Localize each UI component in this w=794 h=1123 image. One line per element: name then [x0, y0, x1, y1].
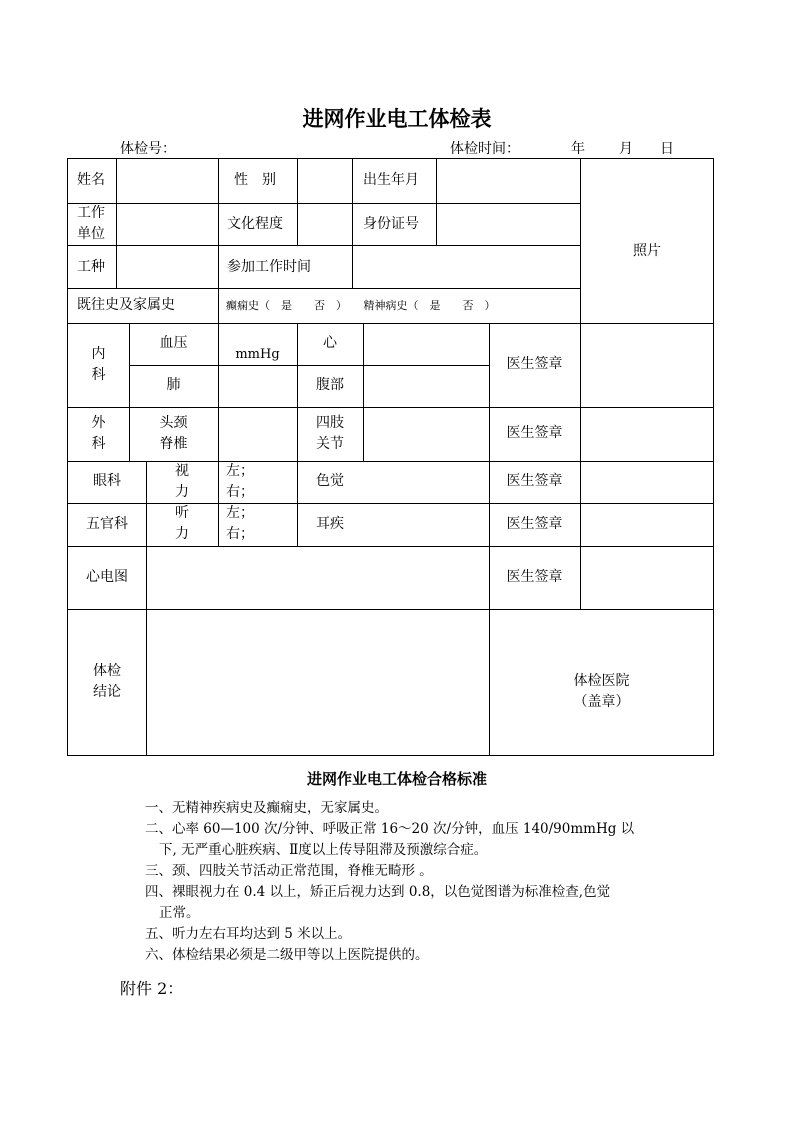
work-unit-label-line2: 单位 [77, 226, 105, 242]
standard-line-2-cont: 下, 无严重心脏疾病、Ⅱ度以上传导阻滞及预激综合症。 [159, 842, 488, 858]
photo-label: 照片 [633, 243, 661, 259]
ent-doctor-sign: 医生签章 [506, 516, 563, 532]
ecg-label: 心电图 [86, 569, 128, 585]
hearing-right: 右； [226, 526, 254, 542]
hearing-left: 左； [226, 505, 254, 521]
vision-left: 左； [226, 463, 254, 479]
surgery-label-line2: 科 [91, 436, 106, 452]
heart-label: 心 [323, 335, 337, 351]
limbs-label-line2: 关节 [316, 436, 344, 452]
exam-time-label: 体检时间： [450, 141, 520, 157]
internal-label-line2: 科 [91, 367, 106, 383]
hospital-label-line1: 体检医院 [573, 673, 630, 689]
history-options: 癫痫史（ 是 否 ） 精神病史（ 是 否 ） [226, 299, 496, 312]
surgery-label-line1: 外 [91, 415, 106, 431]
day-label: 日 [660, 141, 674, 157]
vision-right: 右； [226, 484, 254, 500]
eye-label: 眼科 [93, 473, 121, 489]
work-unit-label-line1: 工作 [77, 205, 105, 221]
ent-label: 五官科 [86, 516, 128, 532]
standard-line-2: 二、心率 60—100 次/分钟、呼吸正常 16～20 次/分钟，血压 140/90mmHg 以 [145, 821, 635, 837]
standard-line-4-cont: 正常。 [159, 905, 200, 921]
exam-number-label: 体检号： [120, 141, 176, 157]
limbs-label-line1: 四肢 [316, 415, 344, 431]
attachment-label: 附件 2： [120, 979, 184, 998]
education-label: 文化程度 [227, 216, 283, 232]
standard-line-1: 一、无精神疾病史及癫痫史，无家属史。 [145, 800, 388, 816]
hearing-label-line1: 听 [175, 505, 189, 521]
standard-line-4: 四、裸眼视力在 0.4 以上，矫正后视力达到 0.8，以色觉图谱为标准检查,色觉 [145, 884, 611, 900]
job-type-label: 工种 [77, 259, 105, 275]
internal-label-line1: 内 [91, 346, 106, 362]
abdomen-label: 腹部 [316, 377, 344, 393]
vision-label-line1: 视 [175, 463, 189, 479]
internal-doctor-sign: 医生签章 [506, 356, 563, 372]
history-label: 既往史及家属史 [77, 297, 175, 313]
standard-line-3: 三、颈、四肢关节活动正常范围，脊椎无畸形 。 [145, 863, 433, 879]
standard-title: 进网作业电工体检合格标准 [306, 770, 487, 788]
neck-spine-label-line1: 头颈 [159, 415, 188, 431]
conclusion-label-line2: 结论 [93, 684, 121, 700]
id-number-label: 身份证号 [363, 216, 419, 232]
year-label: 年 [571, 141, 585, 157]
eye-doctor-sign: 医生签章 [506, 473, 563, 489]
blood-pressure-label: 血压 [159, 335, 188, 351]
hearing-label-line2: 力 [175, 526, 189, 542]
month-label: 月 [619, 141, 633, 157]
color-vision-label: 色觉 [316, 473, 344, 489]
form-title: 进网作业电工体检表 [302, 107, 492, 131]
ecg-doctor-sign: 医生签章 [506, 569, 563, 585]
name-label: 姓名 [77, 172, 105, 188]
vision-label-line2: 力 [175, 484, 189, 500]
blood-pressure-unit: mmHg [235, 347, 280, 362]
surgery-doctor-sign: 医生签章 [506, 425, 563, 441]
lung-label: 肺 [166, 377, 181, 393]
birth-date-label: 出生年月 [363, 172, 419, 188]
exam-table [67, 158, 714, 756]
work-start-label: 参加工作时间 [227, 259, 311, 275]
standard-line-5: 五、听力左右耳均达到 5 米以上。 [145, 926, 352, 942]
ear-disease-label: 耳疾 [316, 516, 344, 532]
hospital-label-line2: （盖章） [573, 694, 630, 710]
neck-spine-label-line2: 脊椎 [159, 436, 188, 452]
gender-label: 性 别 [234, 172, 276, 188]
standard-line-6: 六、体检结果必须是二级甲等以上医院提供的。 [145, 947, 429, 963]
conclusion-label-line1: 体检 [93, 663, 121, 679]
